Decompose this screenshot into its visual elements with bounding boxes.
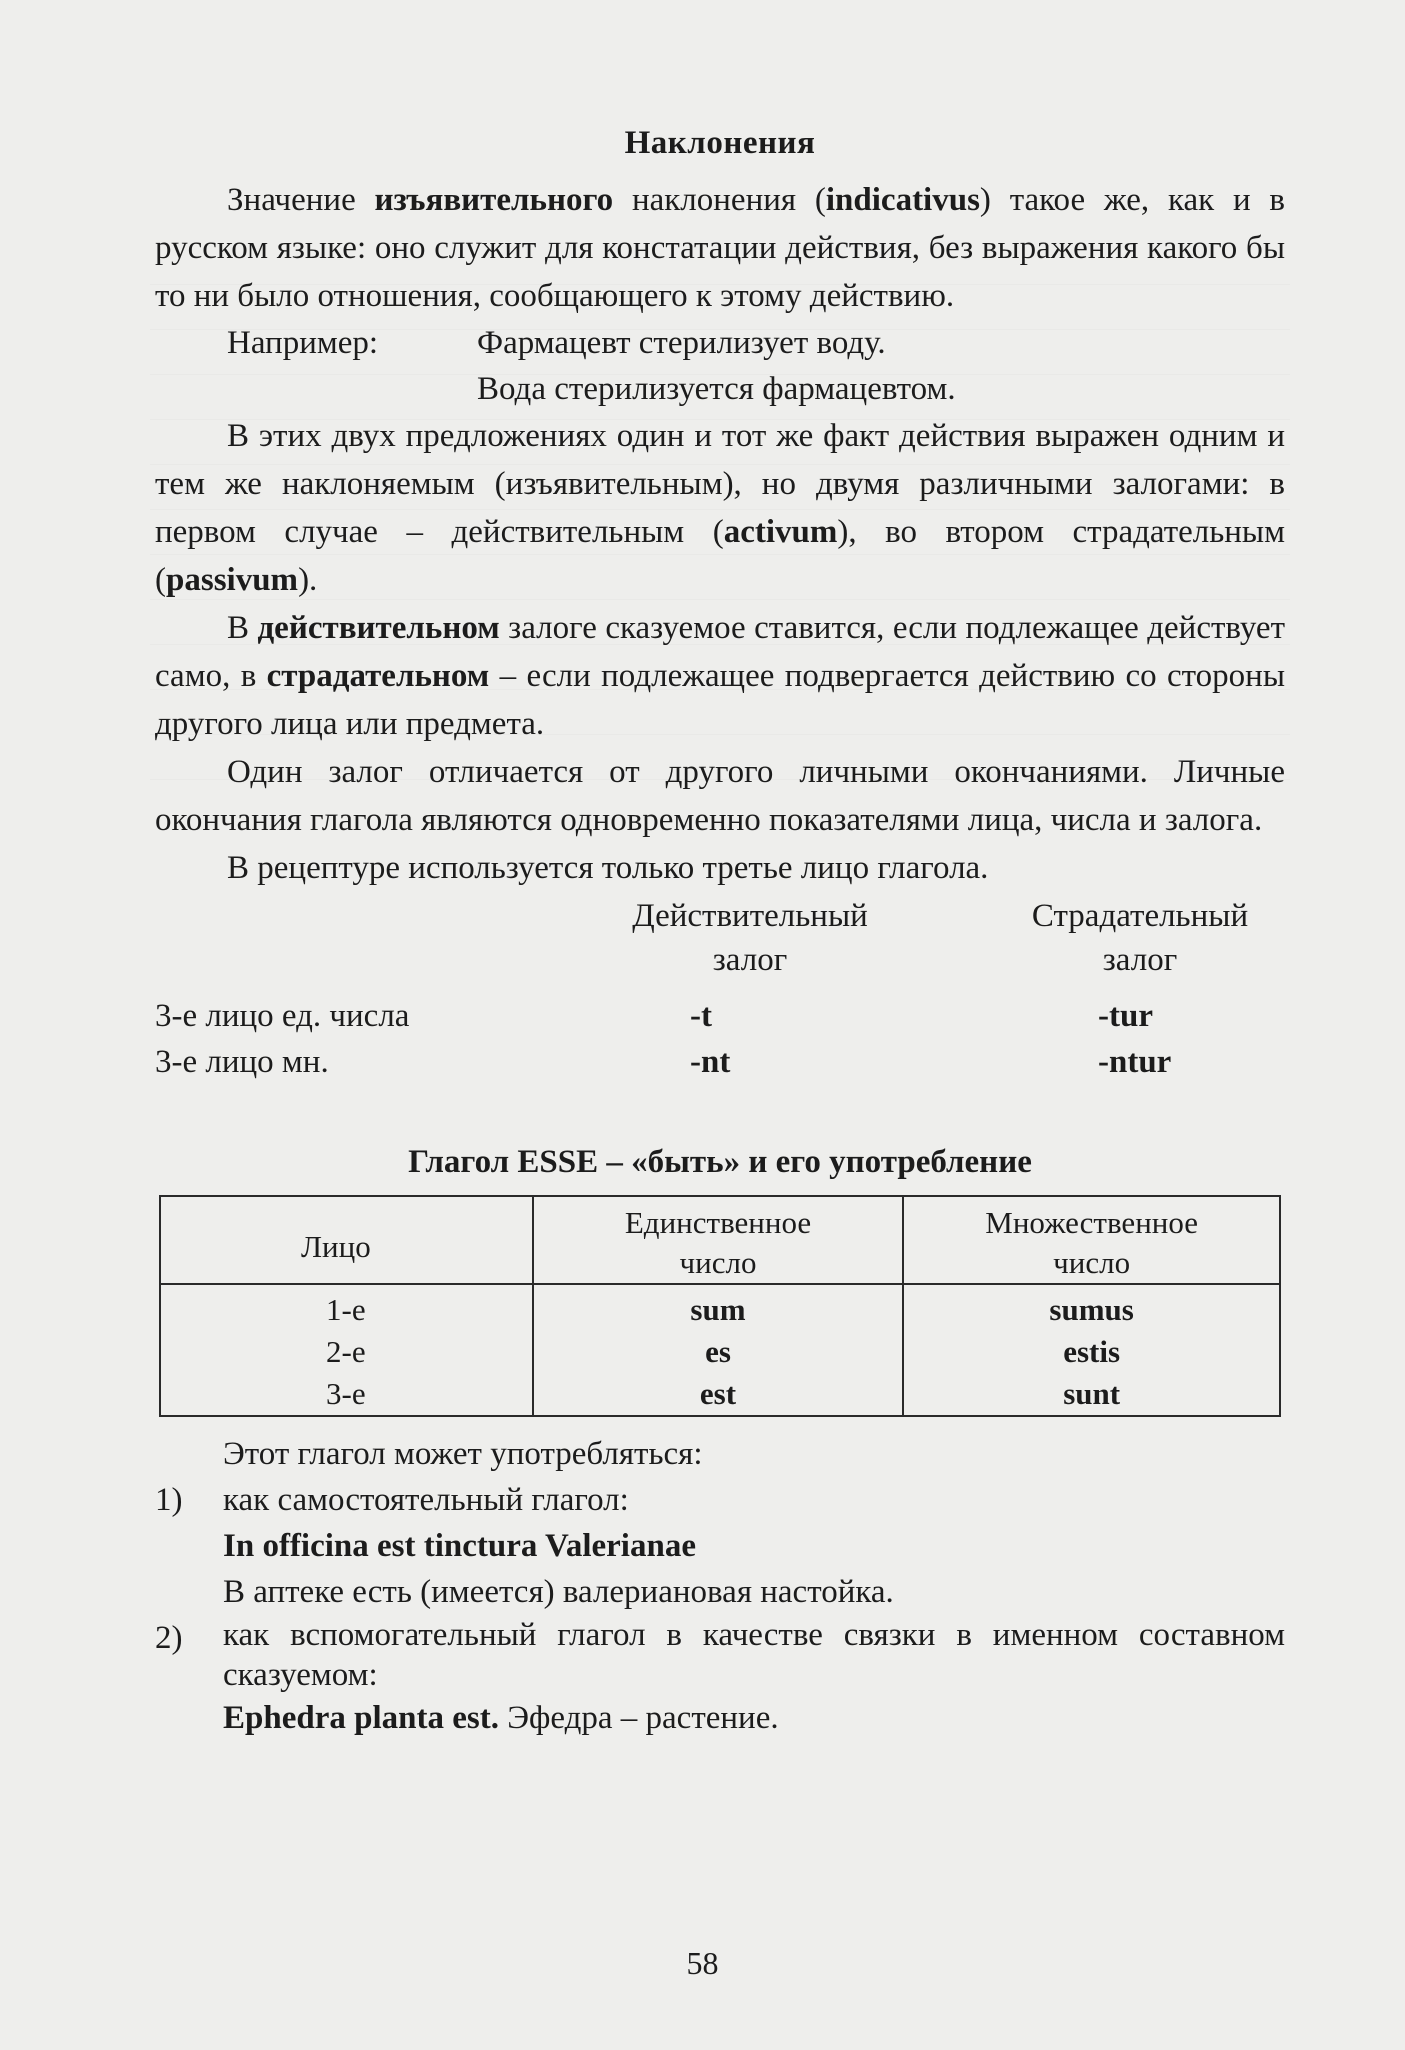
ending-passive-singular: -tur [1098,998,1153,1034]
header-line: число [1053,1245,1131,1280]
example-label: Например: [227,325,379,361]
list-number: 2) [155,1620,183,1656]
table-row [160,1284,1280,1416]
active-voice-header [525,894,975,982]
list-item [155,1477,1285,1523]
list-number: 1) [155,1482,183,1518]
paragraph-endings: Один залог отличается от другого личными окончаниями. Личные окончания глагола являются одновременно показателями лица, числа и залога. [155,754,1285,838]
passive-voice-header [985,894,1295,982]
usage-intro: Этот глагол может употребляться: [223,1436,703,1472]
esse-conjugation-table [159,1195,1281,1417]
paragraph-indicative [155,176,1285,320]
header-line: залог [1102,942,1178,978]
plural-form-list [904,1285,1279,1415]
header-line: число [679,1245,757,1280]
paragraph-voices [155,412,1285,604]
ending-active-plural: -nt [690,1044,731,1080]
page-content [155,125,1285,1741]
list-item [155,1615,1285,1695]
header-person: Лицо [301,1229,371,1264]
conjugation-endings-block [155,894,1285,1106]
singular-forms-cell [533,1284,904,1416]
plural-forms-cell [903,1284,1280,1416]
latin-example: In officina est tinctura Valerianae [223,1528,696,1564]
row-label-plural: 3-е лицо мн. [155,1044,329,1080]
form-estis: estis [1063,1334,1121,1369]
form-es: es [705,1334,731,1369]
translation: Эфедра – растение. [498,1700,779,1736]
paragraph-third-person: В рецептуре используется только третье лицо глагола. [227,850,989,886]
singular-form-list [534,1285,903,1415]
ending-active-singular: -t [690,998,712,1034]
bold-term: activum [723,514,838,550]
form-est: est [699,1376,737,1411]
header-line: Действительный [632,898,868,934]
header-singular-cell [533,1196,904,1284]
page-number: 58 [686,1945,719,1981]
person-3: 3-е [326,1376,366,1411]
bold-term: passivum [166,562,299,598]
form-sum: sum [690,1292,746,1327]
person-1: 1-е [326,1292,366,1327]
text-run: наклонения ( [613,182,826,218]
text-run: В [227,610,258,646]
example-sentence-active: Фармацевт стерилизует воду. [477,325,886,361]
text-run: – если подлежащее подвергается действию со стороны другого лица или предмета. [155,658,1285,742]
person-list [161,1285,532,1415]
list-text: как вспомогательный глагол в качестве связки в именном составном сказуемом: [223,1617,1285,1693]
header-person-cell [160,1196,533,1284]
persons-cell [160,1284,533,1416]
list-text: как самостоятельный глагол: [223,1482,629,1518]
row-label-singular: 3-е лицо ед. числа [155,998,410,1034]
header-line: Страдательный [1031,898,1249,934]
text-run: залоге сказуемое ставится, если подлежащее действует само, в [155,610,1286,694]
bold-term: страдательном [266,658,490,694]
text-run: ). [298,562,318,598]
text-run: Значение [227,182,375,218]
latin-example: Ephedra planta est. [223,1700,499,1736]
translation: В аптеке есть (имеется) валериановая настойка. [223,1574,894,1610]
paragraph-active-passive [155,604,1285,748]
table-header-row [160,1196,1280,1284]
example-sentence-passive: Вода стерилизуется фармацевтом. [477,371,956,407]
bold-term: изъявительного [374,182,614,218]
header-plural [904,1197,1279,1283]
text-run: ), во втором страдательным ( [155,514,1285,598]
form-sunt: sunt [1063,1376,1121,1411]
header-plural-cell [903,1196,1280,1284]
header-line: Множественное [985,1205,1199,1240]
header-singular [534,1197,903,1283]
bold-term: indicativus [825,182,980,218]
example-line-1 [155,320,1285,366]
latin-example-line [155,1695,1285,1741]
text-run: ) такое же, как и в русском языке: оно служит для констатации действия, без выражения какого бы то ни было отношения, сообщающего к этому действию. [155,182,1285,314]
ending-passive-plural: -ntur [1098,1044,1172,1080]
bold-term: действительном [257,610,500,646]
usage-list [155,1431,1285,1741]
form-sumus: sumus [1049,1292,1134,1327]
header-line: Единственное [624,1205,812,1240]
person-2: 2-е [326,1334,366,1369]
esse-heading: Глагол ESSE – «быть» и его употребление [408,1144,1032,1180]
text-run: В этих двух предложениях один и тот же факт действия выражен одним и тем же наклоняемым (изъявительным), но двумя различными залогами: в первом случае – действительным ( [155,418,1285,550]
section-heading: Наклонения [624,125,816,161]
header-line: залог [712,942,788,978]
